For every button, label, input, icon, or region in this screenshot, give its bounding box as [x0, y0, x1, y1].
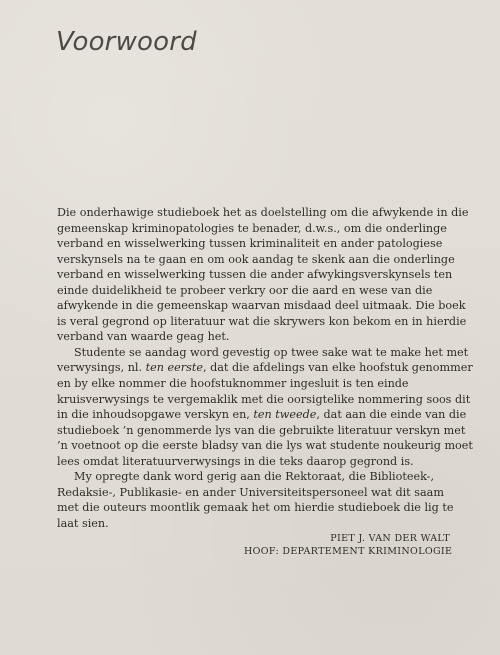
paragraph-line: studieboek ’n genommerde lys van die gebruikte literatuur verskyn met	[57, 423, 466, 437]
paragraph-line: einde duidelikheid te probeer verkry oor die aard en wese van die	[57, 283, 433, 297]
paragraph-line: verband en wisselwerking tussen die ander afwykingsverskynsels ten	[57, 268, 453, 282]
paragraph-line: afwykende in die gemeenskap waarvan misdaad deel uitmaak. Die boek	[57, 299, 466, 313]
paragraph-line: kruisverwysings te vergemaklik met die oorsigtelike nommering soos dit	[57, 392, 471, 406]
paragraph-line	[57, 407, 467, 423]
paragraph-text: verwysings, nl.	[57, 361, 146, 375]
paragraph-line: ’n voetnoot op die eerste bladsy van die lys wat studente noukeurig moet	[57, 439, 473, 453]
paragraph-line: met die outeurs moontlik gemaak het om hierdie studieboek die lig te	[57, 501, 454, 515]
page-title: Voorwoord	[56, 27, 197, 57]
paragraph-line: is veral gegrond op literatuur wat die skrywers kon bekom en in hierdie	[57, 314, 467, 328]
paragraph-1	[57, 205, 469, 345]
body-text	[57, 205, 473, 531]
paragraph-line: lees omdat literatuurverwysings in die teks daarop gegrond is.	[57, 454, 414, 468]
paragraph-2	[57, 345, 473, 469]
paragraph-line: Redaksie-, Publikasie- en ander Universiteitspersoneel wat dit saam	[57, 485, 444, 499]
paragraph-text: , dat die afdelings van elke hoofstuk genommer	[202, 361, 473, 375]
paragraph-line: verband van waarde geag het.	[57, 330, 230, 344]
emphasis-text: ten eerste	[145, 361, 203, 375]
paragraph-line: My opregte dank word gerig aan die Rektoraat, die Biblioteek-,	[74, 470, 434, 484]
paragraph-line: Die onderhawige studieboek het as doelstelling om die afwykende in die	[57, 206, 469, 219]
emphasis-text: ten tweede	[253, 408, 317, 422]
paragraph-line: Studente se aandag word gevestig op twee sake wat te make het met	[74, 345, 469, 359]
paragraph-line	[57, 360, 473, 376]
paragraph-line: laat sien.	[57, 516, 109, 530]
paragraph-line: verband en wisselwerking tussen kriminaliteit en ander patologiese	[57, 237, 443, 251]
signature-block	[244, 532, 453, 558]
signature-name: PIET J. VAN DER WALT	[330, 533, 450, 544]
paragraph-line: gemeenskap kriminopatologies te benader, d.w.s., om die onderlinge	[57, 221, 447, 235]
paragraph-line: verskynsels na te gaan en om ook aandag te skenk aan die onderlinge	[57, 252, 455, 266]
paragraph-text: in die inhoudsopgawe verskyn en,	[57, 408, 254, 422]
signature-role: HOOF: DEPARTEMENT KRIMINOLOGIE	[244, 546, 453, 557]
paragraph-text: , dat aan die einde van die	[316, 408, 467, 422]
paragraph-3	[57, 469, 458, 531]
paragraph-line: en by elke nommer die hoofstuknommer ingesluit is ten einde	[57, 377, 409, 391]
